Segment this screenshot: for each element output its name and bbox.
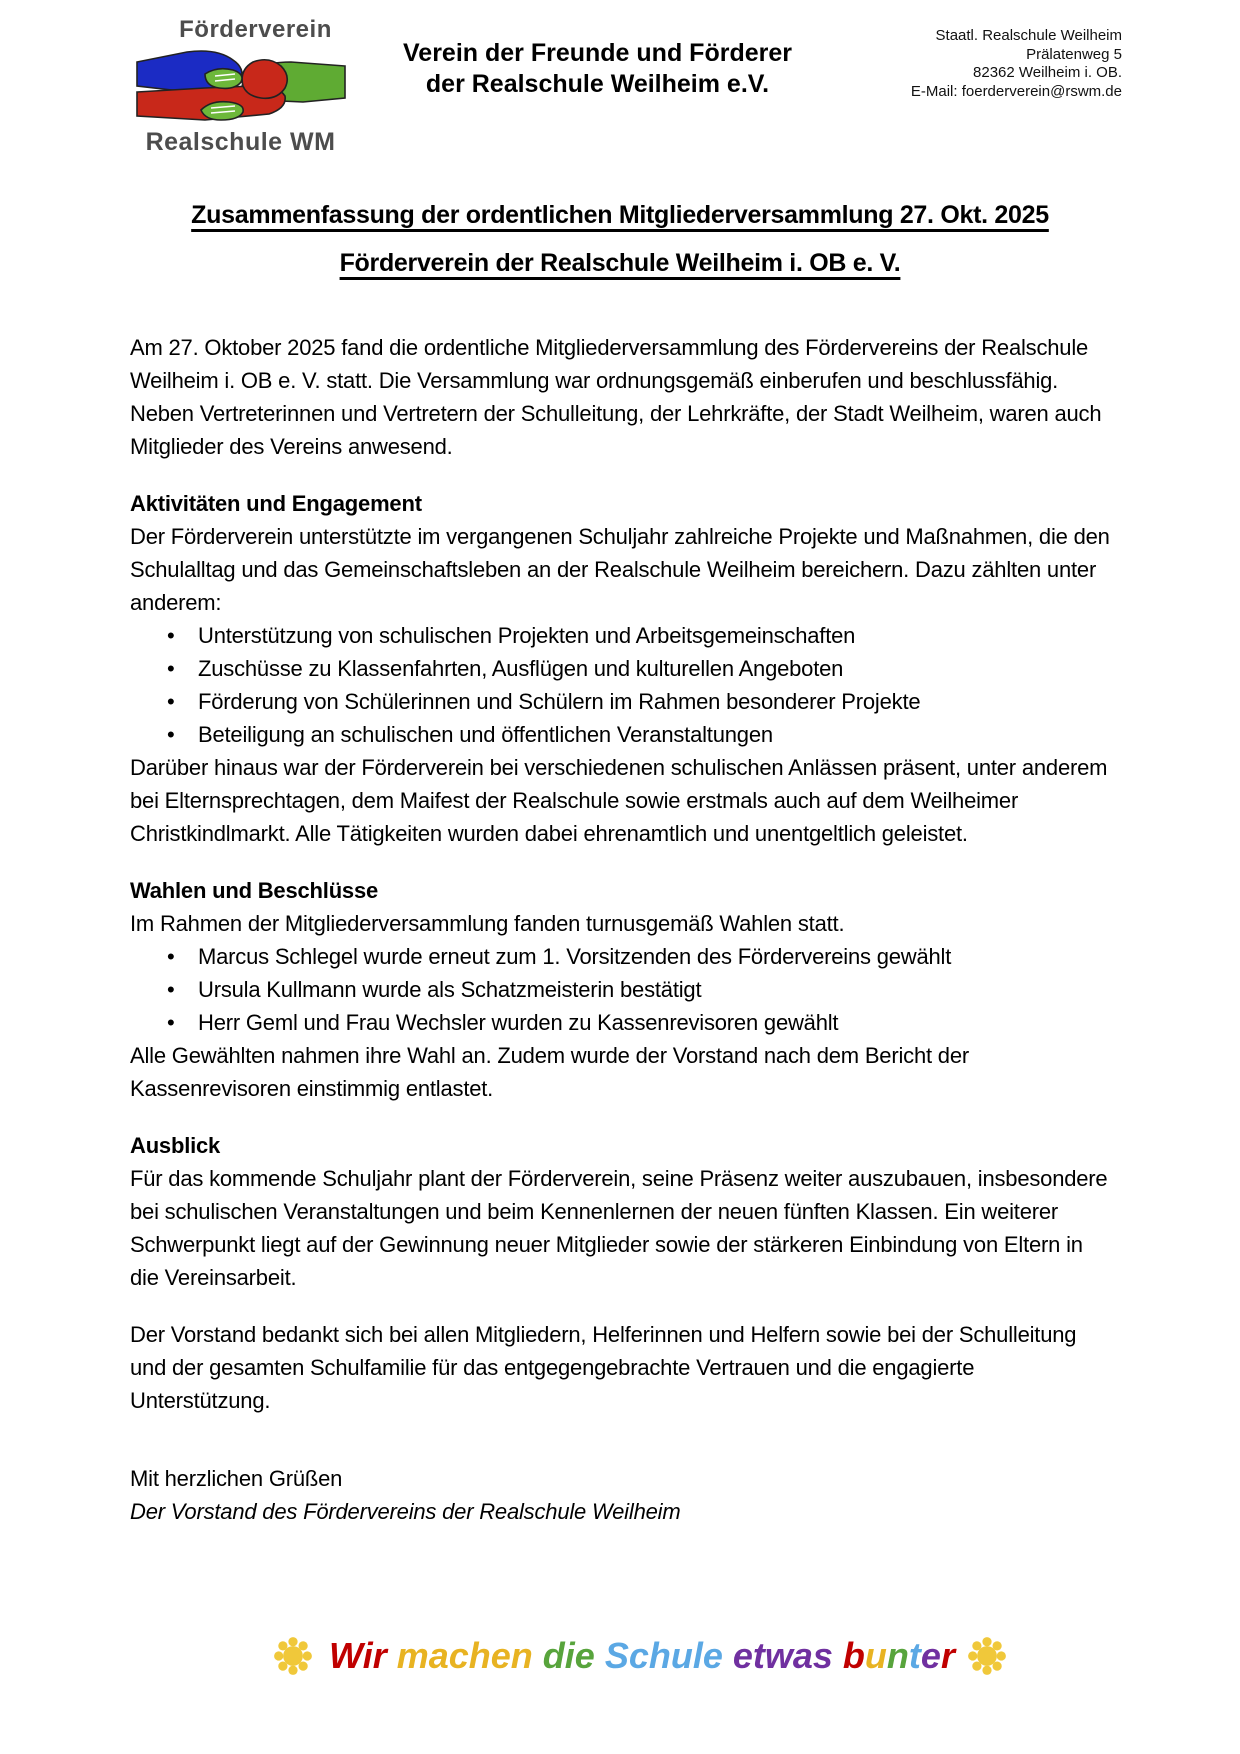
list-item: • Marcus Schlegel wurde erneut zum 1. Vorsitzenden des Fördervereins gewählt <box>130 940 1110 973</box>
section-lead: Der Förderverein unterstützte im vergangenen Schuljahr zahlreiche Projekte und Maßnahmen, die den Schulalltag und das Gemeinschaftsleben an der Realschule Weilheim bereichern. Dazu zählten unter anderem: <box>130 524 1110 615</box>
tagline-word: Schule <box>604 1635 733 1676</box>
letterhead <box>0 0 1240 157</box>
tagline-letter: u <box>864 1635 887 1676</box>
tagline-letter: b <box>842 1635 865 1676</box>
address-line: Staatl. Realschule Weilheim <box>935 27 1122 44</box>
list-item: • Beteiligung an schulischen und öffentlichen Veranstaltungen <box>130 718 1110 751</box>
list-item: • Herr Geml und Frau Wechsler wurden zu Kassenrevisoren gewählt <box>130 1006 1110 1039</box>
club-logo <box>118 16 363 157</box>
tagline <box>0 1590 1240 1722</box>
logo-green-hand-top <box>205 69 242 89</box>
section-heading: Ausblick <box>130 1133 221 1158</box>
logo-subtitle: Realschule WM <box>145 128 336 156</box>
section-aktivitaeten <box>130 487 1110 850</box>
section-heading: Aktivitäten und Engagement <box>130 491 422 516</box>
list-item: • Unterstützung von schulischen Projekten und Arbeitsgemeinschaften <box>130 619 1110 652</box>
tagline-letter: t <box>908 1635 921 1676</box>
section-after: Alle Gewählten nahmen ihre Wahl an. Zudem wurde der Vorstand nach dem Bericht der Kassenrevisoren einstimmig entlastet. <box>130 1043 969 1101</box>
tagline-letter: n <box>886 1635 909 1676</box>
logo-green-hand-bottom <box>201 102 243 120</box>
section-ausblick <box>130 1129 1110 1294</box>
address-line: 82362 Weilheim i. OB. <box>973 64 1122 81</box>
tagline-word: machen <box>396 1635 543 1676</box>
closing-salutation: Mit herzlichen Grüßen <box>130 1466 343 1491</box>
sun-flower-icon <box>271 1634 315 1678</box>
logo-title: Förderverein <box>179 16 332 43</box>
org-title-line1: Verein der Freunde und Förderer <box>403 39 792 67</box>
section-heading: Wahlen und Beschlüsse <box>130 878 379 903</box>
document-title-line1: Zusammenfassung der ordentlichen Mitgliederversammlung 27. Okt. 2025 <box>191 201 1049 229</box>
address-block <box>832 27 1122 101</box>
list-item: • Förderung von Schülerinnen und Schülern im Rahmen besonderer Projekte <box>130 685 1110 718</box>
closing-block <box>130 1462 1110 1528</box>
tagline-word: die <box>542 1635 605 1676</box>
sun-flower-icon <box>965 1634 1009 1678</box>
list-item: • Ursula Kullmann wurde als Schatzmeisterin bestätigt <box>130 973 1110 1006</box>
intro-paragraph: Am 27. Oktober 2025 fand die ordentliche Mitgliederversammlung des Fördervereins der Realschule Weilheim i. OB e. V. statt. Die Versammlung war ordnungsgemäß einberufen und beschlussfähig. Neben Vertreterinnen und Vertretern der Schulleitung, der Lehrkräfte, der Stadt Weilheim, waren auch Mitglieder des Vereins anwesend. <box>130 335 1102 459</box>
section-lead: Im Rahmen der Mitgliederversammlung fanden turnusgemäß Wahlen statt. <box>130 911 845 936</box>
org-title-line2: der Realschule Weilheim e.V. <box>425 70 770 98</box>
shaking-hands-icon <box>135 46 347 128</box>
bullet-list <box>130 940 1110 1039</box>
org-title <box>363 38 832 100</box>
address-line: Prälatenweg 5 <box>1026 45 1122 63</box>
section-wahlen <box>130 874 1110 1105</box>
tagline-letter: r <box>940 1635 955 1676</box>
section-after: Darüber hinaus war der Förderverein bei verschiedenen schulischen Anlässen präsent, unter anderem bei Elternsprechtagen, dem Maifest der Realschule sowie erstmals auch auf dem Weilheimer Christkindlmarkt. Alle Tätigkeiten wurden dabei ehrenamtlich und unentgeltlich geleistet. <box>130 755 1108 846</box>
tagline-word: Wir <box>329 1635 397 1676</box>
thanks-paragraph: Der Vorstand bedankt sich bei allen Mitgliedern, Helferinnen und Helfern sowie bei der Schulleitung und der gesamten Schulfamilie für das entgegengebrachte Vertrauen und die engagierte Unterstützung. <box>130 1322 1077 1413</box>
document-title <box>0 191 1240 287</box>
document-title-line2: Förderverein der Realschule Weilheim i. OB e. V. <box>339 249 901 277</box>
address-email: E-Mail: foerderverein@rswm.de <box>910 82 1122 100</box>
section-lead: Für das kommende Schuljahr plant der Förderverein, seine Präsenz weiter auszubauen, insbesondere bei schulischen Veranstaltungen und beim Kennenlernen der neuen fünften Klassen. Ein weiterer Schwerpunkt liegt auf der Gewinnung neuer Mitglieder sowie der stärkeren Einbindung von Eltern in die Vereinsarbeit. <box>130 1166 1108 1290</box>
bullet-list <box>130 619 1110 751</box>
tagline-word: etwas <box>732 1635 843 1676</box>
document-body <box>130 331 1110 1528</box>
logo-red-hand <box>242 60 287 99</box>
tagline-letter: e <box>920 1635 941 1676</box>
closing-signature: Der Vorstand des Fördervereins der Realschule Weilheim <box>130 1499 681 1524</box>
list-item: • Zuschüsse zu Klassenfahrten, Ausflügen und kulturellen Angeboten <box>130 652 1110 685</box>
